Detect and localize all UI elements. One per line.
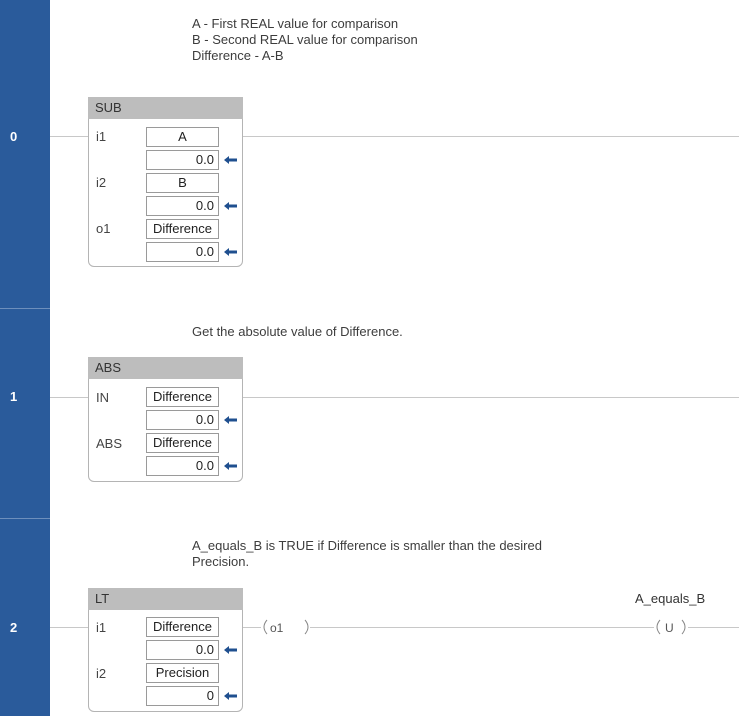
pin-label: i2 [96,666,107,681]
operand-tag-field[interactable]: Difference [146,387,219,407]
output-contact-icon[interactable] [259,618,313,636]
rung-rail [0,0,50,716]
rung-number[interactable]: 1 [10,389,18,404]
comment-line: A_equals_B is TRUE if Difference is smaller than the desired [192,538,542,553]
left-arrow-icon [224,415,238,425]
lt-instruction-block[interactable] [88,588,243,712]
comment-line: Difference - A-B [192,48,284,63]
rung-comment [192,16,418,64]
sub-instruction-block[interactable] [88,97,243,267]
operand-tag-field[interactable]: A [146,127,219,147]
rung-number[interactable]: 2 [10,620,18,635]
operand-value-field[interactable]: 0.0 [146,242,219,262]
left-arrow-icon [224,461,238,471]
operand-tag-field[interactable]: Precision [146,663,219,683]
pin-label: i2 [96,175,107,190]
coil-tag-label[interactable]: A_equals_B [635,591,706,606]
rung-number[interactable]: 0 [10,129,18,144]
pin-label: i1 [96,620,107,635]
rung-wire [50,397,88,398]
rung-divider [0,518,50,519]
rung-wire [50,136,88,137]
rung-wire [243,136,739,137]
left-arrow-icon [224,691,238,701]
block-title: LT [88,588,243,610]
abs-instruction-block[interactable] [88,357,243,482]
operand-value-field[interactable]: 0.0 [146,410,219,430]
comment-line: Precision. [192,554,250,569]
left-arrow-icon [224,645,238,655]
block-title: ABS [88,357,243,379]
rung-comment [192,538,542,570]
comment-line: B - Second REAL value for comparison [192,32,418,47]
rung-wire [688,627,739,628]
left-arrow-icon [224,247,238,257]
operand-tag-field[interactable]: Difference [146,219,219,239]
rung-comment [192,324,403,340]
left-arrow-icon [224,155,238,165]
operand-tag-field[interactable]: Difference [146,617,219,637]
rung-wire [310,627,654,628]
operand-value-field[interactable]: 0.0 [146,456,219,476]
pin-label: ABS [96,436,123,451]
pin-label: o1 [96,221,111,236]
operand-tag-field[interactable]: Difference [146,433,219,453]
left-arrow-icon [224,201,238,211]
output-contact-label: o1 [270,621,284,635]
operand-value-field[interactable]: 0.0 [146,150,219,170]
rung-wire [243,397,739,398]
comment-line: Get the absolute value of Difference. [192,324,403,339]
rung-wire [50,627,88,628]
operand-value-field[interactable]: 0 [146,686,219,706]
comment-line: A - First REAL value for comparison [192,16,399,31]
coil-symbol: U [665,621,674,635]
block-title: SUB [88,97,243,119]
pin-label: i1 [96,129,107,144]
operand-value-field[interactable]: 0.0 [146,196,219,216]
operand-value-field[interactable]: 0.0 [146,640,219,660]
operand-tag-field[interactable]: B [146,173,219,193]
rung-divider [0,308,50,309]
pin-label: IN [96,390,109,405]
